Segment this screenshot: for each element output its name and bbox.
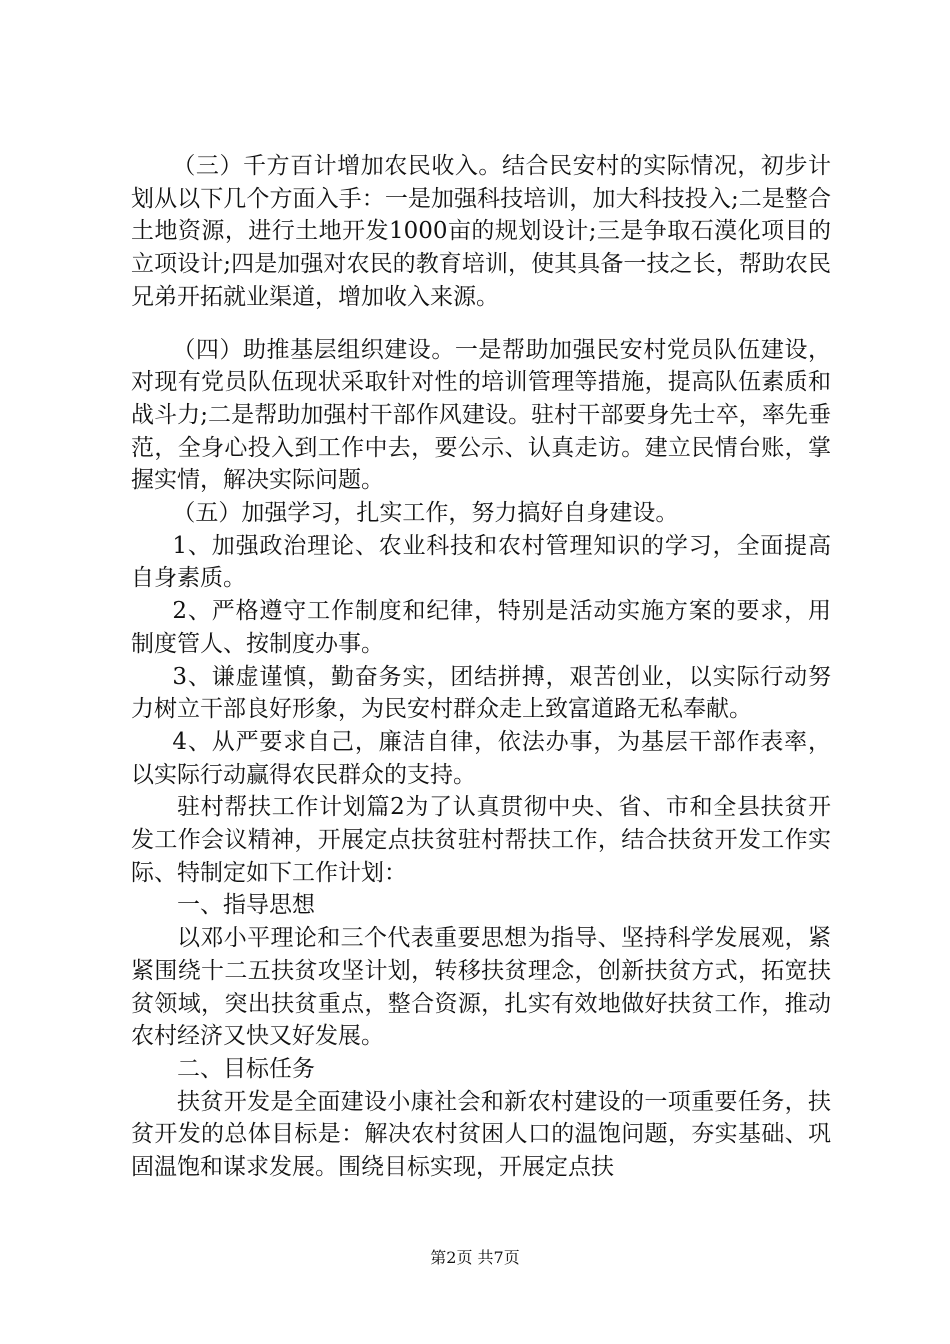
list-item: 3、谦虚谨慎，勤奋务实，团结拼搏，艰苦创业，以实际行动努力树立干部良好形象，为民安村群众走上致富道路无私奉献。 [131,663,831,723]
section-heading: 二、目标任务 [177,1055,315,1082]
page-number: 第2页 共7页 [430,1248,520,1267]
section-heading: 一、指导思想 [177,892,315,919]
paragraph-organization: （四）助推基层组织建设。一是帮助加强民安村党员队伍建设，对现有党员队伍现状采取针对性的培训管理等措施，提高队伍素质和战斗力;二是帮助加强村干部作风建设。驻村干部要身先士卒，率先垂范，全身心投入到工作中去，要公示、认真走访。建立民情台账，掌握实情，解决实际问题。 [131,336,831,494]
list-item: 4、从严要求自己，廉洁自律，依法办事，为基层干部作表率，以实际行动赢得农民群众的支持。 [131,728,831,788]
document-body [131,150,831,1184]
paragraph-study: （五）加强学习，扎实工作，努力搞好自身建设。 [172,500,679,527]
paragraph-goals: 扶贫开发是全面建设小康社会和新农村建设的一项重要任务，扶贫开发的总体目标是：解决农村贫困人口的温饱问题，夯实基础、巩固温饱和谋求发展。围绕目标实现，开展定点扶 [131,1088,831,1181]
paragraph-plan-intro: 驻村帮扶工作计划篇2为了认真贯彻中央、省、市和全县扶贫开发工作会议精神，开展定点扶贫驻村帮扶工作，结合扶贫开发工作实际、特制定如下工作计划： [131,794,831,886]
list-item: 2、严格遵守工作制度和纪律，特别是活动实施方案的要求，用制度管人、按制度办事。 [131,598,831,657]
paragraph-income: （三）千方百计增加农民收入。结合民安村的实际情况，初步计划从以下几个方面入手：一是加强科技培训，加大科技投入;二是整合土地资源，进行土地开发1000亩的规划设计;三是争取石漠化项目的立项设计;四是加强对农民的教育培训，使其具备一技之长，帮助农民兄弟开拓就业渠道，增加收入来源。 [131,153,831,310]
paragraph-guiding-thought: 以邓小平理论和三个代表重要思想为指导、坚持科学发展观，紧紧围绕十二五扶贫攻坚计划，转移扶贫理念，创新扶贫方式，拓宽扶贫领域，突出扶贫重点，整合资源，扎实有效地做好扶贫工作，推动农村经济又快又好发展。 [131,925,831,1050]
list-item: 1、加强政治理论、农业科技和农村管理知识的学习，全面提高自身素质。 [131,532,831,592]
